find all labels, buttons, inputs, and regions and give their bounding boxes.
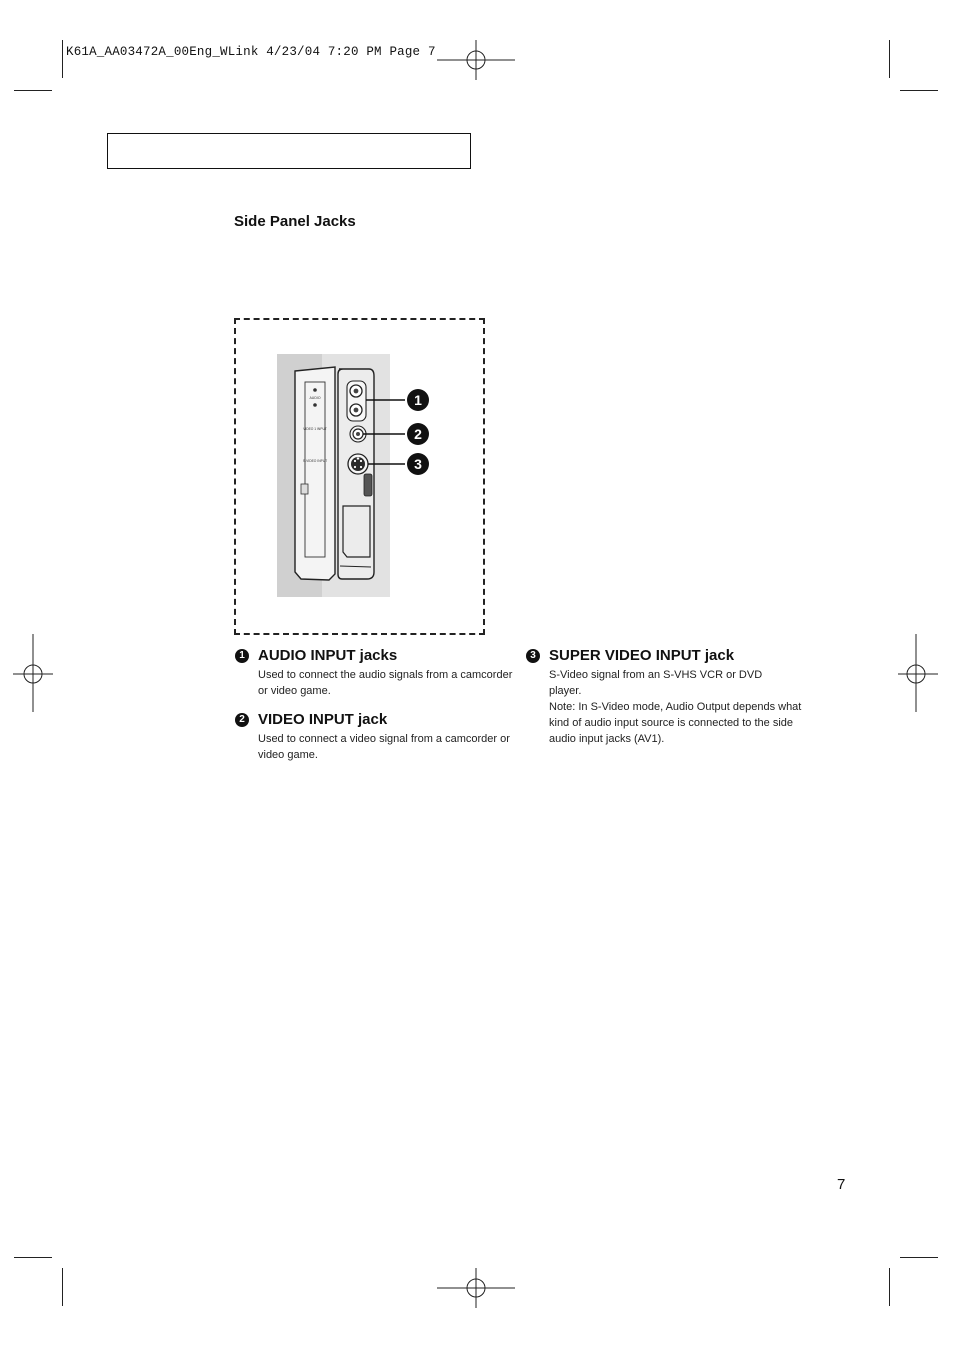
crop-mark-top-left-v	[62, 40, 63, 78]
audio-indicator-dot-2	[313, 403, 317, 407]
item-description	[258, 731, 510, 763]
crop-mark-bottom-right-h	[900, 1257, 938, 1258]
item-title: VIDEO INPUT jack	[258, 711, 388, 728]
door-label-video: VIDEO 1 INPUT	[303, 427, 327, 431]
callout-number-2: 2	[414, 426, 422, 442]
item-title: AUDIO INPUT jacks	[258, 647, 398, 664]
item-description-line: S-Video signal from an S-VHS VCR or DVD	[549, 669, 763, 681]
registration-mark-top-icon	[437, 40, 517, 80]
item-description-line: Used to connect a video signal from a camcorder or	[258, 733, 510, 745]
item-description	[258, 667, 512, 699]
crop-mark-top-left-h	[14, 90, 52, 91]
registration-mark-right-icon	[898, 634, 938, 714]
item-description-line: audio input jacks (AV1).	[549, 733, 665, 745]
callout-number-1: 1	[414, 392, 422, 408]
registration-mark-bottom-icon	[437, 1268, 517, 1308]
item-title: SUPER VIDEO INPUT jack	[549, 647, 735, 664]
video-jack-pin	[356, 432, 360, 436]
item-super-video-input	[526, 647, 801, 747]
item-description-line: Used to connect the audio signals from a camcorder	[258, 669, 513, 681]
section-title: Side Panel Jacks	[234, 213, 356, 230]
door-label-audio: AUDIO	[309, 396, 321, 400]
door-label-svideo: S-VIDEO INPUT	[302, 459, 328, 463]
crop-mark-top-right-h	[900, 90, 938, 91]
crop-mark-top-right-v	[889, 40, 890, 78]
item-description	[549, 667, 801, 747]
audio-jack-right-pin	[354, 408, 359, 413]
item-description-line: player.	[549, 685, 582, 697]
item-description-line: or video game.	[258, 685, 331, 697]
door-hinge	[301, 484, 308, 494]
item-description-line: kind of audio input source is connected to the side	[549, 717, 793, 729]
item-number-badge: 3	[526, 649, 540, 663]
page-number: 7	[837, 1176, 846, 1193]
item-description-line: Note: In S-Video mode, Audio Output depends what	[549, 701, 802, 713]
printer-slug-line: K61A_AA03472A_00Eng_WLink 4/23/04 7:20 PM Page 7	[66, 45, 436, 59]
panel-latch	[364, 474, 372, 496]
item-description-line: video game.	[258, 749, 318, 761]
side-panel-illustration	[277, 354, 447, 599]
crop-mark-bottom-left-h	[14, 1257, 52, 1258]
item-number-badge: 2	[235, 713, 249, 727]
registration-mark-left-icon	[13, 634, 53, 714]
item-video-input	[235, 711, 510, 763]
crop-mark-bottom-right-v	[889, 1268, 890, 1306]
audio-indicator-dot	[313, 388, 317, 392]
item-number-badge: 1	[235, 649, 249, 663]
item-audio-input	[235, 647, 512, 699]
callout-number-3: 3	[414, 456, 422, 472]
crop-mark-bottom-left-v	[62, 1268, 63, 1306]
audio-jack-left-pin	[354, 389, 359, 394]
chapter-header-box	[107, 133, 471, 169]
